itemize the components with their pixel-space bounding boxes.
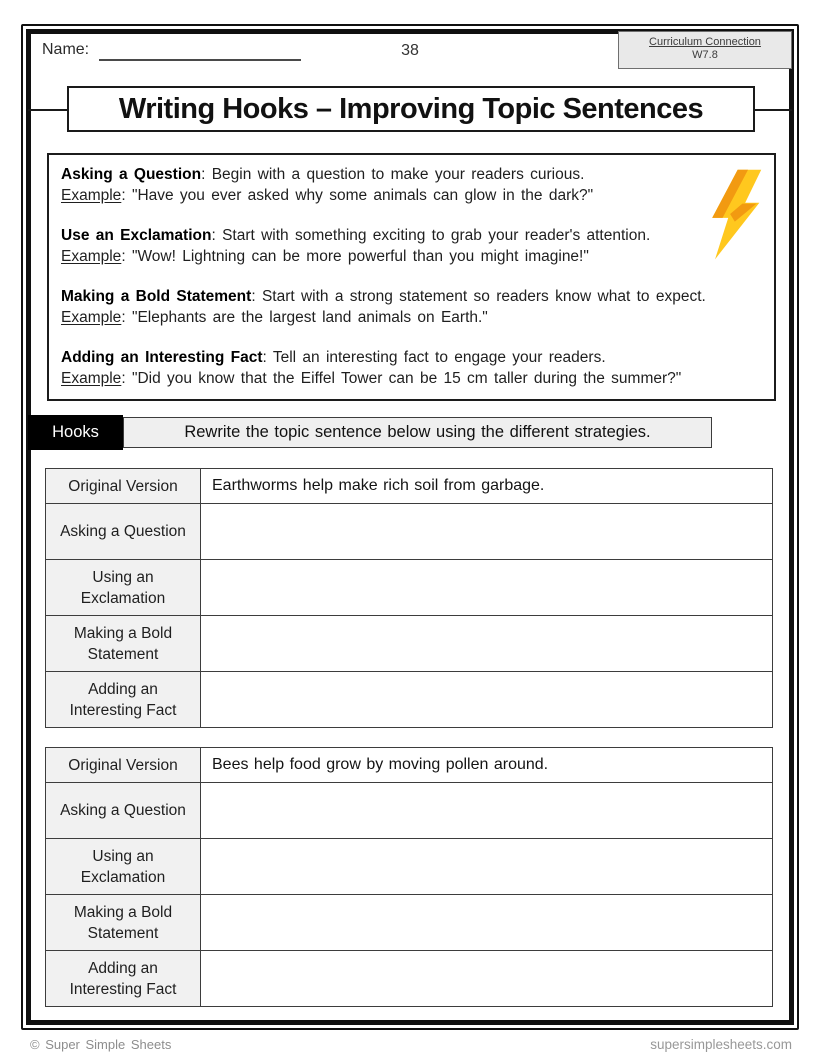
answer-cell[interactable]: [201, 895, 773, 951]
activity-instruction: Rewrite the topic sentence below using the different strategies.: [123, 417, 712, 448]
row-label-asking-a-question: Asking a Question: [46, 504, 201, 560]
hooks-section-tag: Hooks: [28, 415, 123, 450]
table-row: [46, 895, 773, 951]
table-row: [46, 616, 773, 672]
example-label: Example: [61, 187, 122, 204]
table-row: [46, 783, 773, 839]
answer-cell[interactable]: [201, 672, 773, 728]
strategy-description: Begin with a question to make your readers curious.: [211, 166, 585, 183]
strategy-asking-a-question: Asking a Question: Begin with a question to make your readers curious. Example: "Have you ever asked why some animals can glow in the dark?": [61, 166, 594, 204]
copyright-text: © Super Simple Sheets: [30, 1037, 172, 1052]
row-label-using-an-exclamation: Using an Exclamation: [46, 560, 201, 616]
worksheet-title-box: [67, 86, 755, 132]
answer-cell[interactable]: [201, 616, 773, 672]
page-number: 38: [401, 42, 419, 59]
strategy-label: Asking a Question: [61, 166, 202, 183]
example-label: Example: [61, 309, 122, 326]
strategy-example: "Wow! Lightning can be more powerful than you might imagine!": [131, 248, 589, 265]
strategy-description: Tell an interesting fact to engage your readers.: [272, 349, 606, 366]
table-row: [46, 839, 773, 895]
table-row: [46, 469, 773, 504]
row-label-original-version: Original Version: [46, 748, 201, 783]
answer-cell[interactable]: [201, 783, 773, 839]
table-row: [46, 951, 773, 1007]
answer-cell[interactable]: [201, 951, 773, 1007]
curriculum-connection-code: W7.8: [692, 49, 718, 61]
strategy-label: Adding an Interesting Fact: [61, 349, 263, 366]
row-label-adding-an-interesting-fact: Adding an Interesting Fact: [46, 951, 201, 1007]
strategy-making-a-bold-statement: Making a Bold Statement: Start with a strong statement so readers know what to expect. Example: "Elephants are the largest land animals on Earth.": [61, 288, 706, 326]
original-sentence: Earthworms help make rich soil from garbage.: [201, 469, 773, 504]
curriculum-connection-box: [618, 31, 792, 69]
row-label-asking-a-question: Asking a Question: [46, 783, 201, 839]
example-label: Example: [61, 370, 122, 387]
example-label: Example: [61, 248, 122, 265]
answer-cell[interactable]: [201, 560, 773, 616]
website-link: supersimplesheets.com: [650, 1037, 792, 1052]
row-label-using-an-exclamation: Using an Exclamation: [46, 839, 201, 895]
strategy-description: Start with a strong statement so readers know what to expect.: [261, 288, 706, 305]
strategy-description: Start with something exciting to grab your reader's attention.: [222, 227, 651, 244]
strategy-label: Use an Exclamation: [61, 227, 212, 244]
strategy-label: Making a Bold Statement: [61, 288, 252, 305]
table-row: [46, 748, 773, 783]
page-title: Writing Hooks – Improving Topic Sentences: [118, 92, 704, 125]
row-label-making-a-bold-statement: Making a Bold Statement: [46, 895, 201, 951]
table-row: [46, 504, 773, 560]
rewrite-table-1: [45, 468, 773, 728]
strategy-example: "Elephants are the largest land animals on Earth.": [131, 309, 488, 326]
row-label-making-a-bold-statement: Making a Bold Statement: [46, 616, 201, 672]
strategy-use-an-exclamation: Use an Exclamation: Start with something exciting to grab your reader's attention. Example: "Wow! Lightning can be more powerful than you might imagine!": [61, 227, 651, 265]
row-label-adding-an-interesting-fact: Adding an Interesting Fact: [46, 672, 201, 728]
lightning-bolt-icon: [699, 166, 765, 264]
strategy-example: "Did you know that the Eiffel Tower can be 15 cm taller during the summer?": [131, 370, 682, 387]
strategy-adding-an-interesting-fact: Adding an Interesting Fact: Tell an interesting fact to engage your readers. Example: "Did you know that the Eiffel Tower can be 15 cm taller during the summer?": [61, 349, 682, 387]
strategies-info-box: [47, 153, 776, 401]
answer-cell[interactable]: [201, 504, 773, 560]
table-row: [46, 672, 773, 728]
strategy-example: "Have you ever asked why some animals can glow in the dark?": [131, 187, 594, 204]
name-label: Name:: [42, 41, 90, 58]
row-label-original-version: Original Version: [46, 469, 201, 504]
rewrite-table-2: [45, 747, 773, 1007]
answer-cell[interactable]: [201, 839, 773, 895]
original-sentence: Bees help food grow by moving pollen around.: [201, 748, 773, 783]
name-input-line[interactable]: [99, 59, 301, 61]
curriculum-connection-title: Curriculum Connection: [649, 36, 761, 48]
table-row: [46, 560, 773, 616]
